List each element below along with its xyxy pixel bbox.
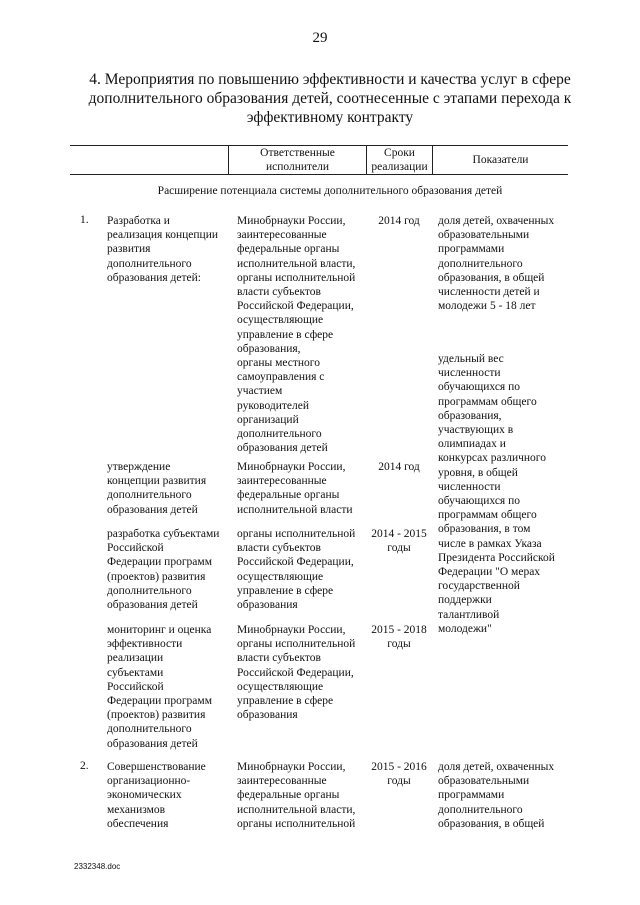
responsible-text: Минобрнауки России, заинтересованные федеральные органы исполнительной власти bbox=[237, 461, 353, 516]
term-text: 2015 - 2016 годы bbox=[371, 761, 427, 788]
indicator-text: удельный вес численности обучающихся по программам общего образования, участвующих в олимпиадах и конкурсах различного уровня, в общей численности обучающихся по программам общего образования, в том числе в рамках Указа Президента Российской Федерации "О мерах государственной поддержки талантливой молодежи" bbox=[438, 353, 555, 635]
page-number: 29 bbox=[312, 30, 328, 46]
indicator-text: доля детей, охваченных образовательными программами дополнительного образования, в общей bbox=[438, 761, 555, 830]
file-name-footer: 2332348.doc bbox=[74, 862, 121, 871]
row-number: 2. bbox=[80, 760, 89, 772]
activity-text: мониторинг и оценка эффективности реализации субъектами Российской Федерации программ (проектов) развития дополнительного образования детей bbox=[107, 624, 212, 750]
term-text: 2015 - 2018 годы bbox=[371, 624, 427, 651]
activity-text: Совершенствование организационно- экономических механизмов обеспечения bbox=[107, 761, 206, 830]
activity-text: утверждение концепции развития дополнительного образования детей bbox=[107, 461, 207, 516]
section-title: Расширение потенциала системы дополнительного образования детей bbox=[157, 185, 503, 197]
activity-text: Разработка и реализация концепции развития дополнительного образования детей: bbox=[107, 215, 218, 284]
activity-text: разработка субъектами Российской Федерации программ (проектов) развития дополнительного образования детей bbox=[107, 528, 220, 612]
responsible-text: органы исполнительной власти субъектов Российской Федерации, осуществляющие управление в сфере образования bbox=[237, 528, 356, 612]
section-heading: 4. Мероприятия по повышению эффективности и качества услуг в сфере дополнительного образования детей, соотнесенные с этапами перехода к эффективному контракту bbox=[88, 71, 572, 126]
header-responsible: Ответственные исполнители bbox=[260, 147, 335, 174]
indicator-text: доля детей, охваченных образовательными программами дополнительного образования, в общей численности детей и молодежи 5 - 18 лет bbox=[438, 215, 555, 313]
row-number: 1. bbox=[80, 214, 89, 226]
header-indicators: Показатели bbox=[472, 154, 529, 166]
header-terms: Сроки реализации bbox=[371, 147, 428, 174]
term-text: 2014 - 2015 годы bbox=[371, 528, 427, 555]
term-text: 2014 год bbox=[378, 461, 420, 473]
responsible-text: Минобрнауки России, заинтересованные федеральные органы исполнительной власти, органы исполнительной власти субъектов Российской Федерации, осуществляющие управление в сфере образования, органы местного самоуправления с участием руководителей организаций дополнительного образования детей bbox=[237, 215, 356, 455]
term-text: 2014 год bbox=[378, 215, 420, 227]
responsible-text: Минобрнауки России, органы исполнительной власти субъектов Российской Федерации, осуществляющие управление в сфере образования bbox=[237, 624, 356, 722]
responsible-text: Минобрнауки России, заинтересованные федеральные органы исполнительной власти, органы исполнительной bbox=[237, 761, 356, 830]
